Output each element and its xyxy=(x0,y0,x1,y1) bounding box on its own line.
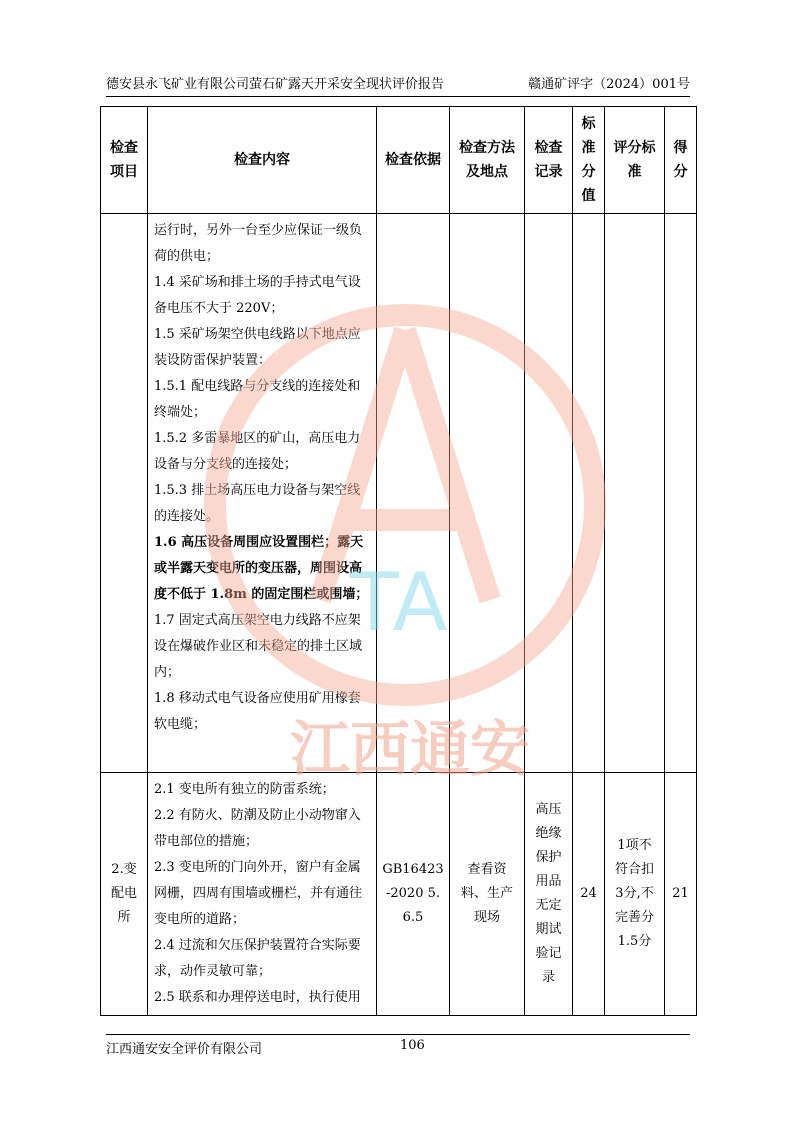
row1-score xyxy=(665,214,697,773)
row1-method xyxy=(450,214,525,773)
row1-content xyxy=(148,214,377,773)
row1-item xyxy=(101,214,148,773)
row2-method: 查看资料、生产现场 xyxy=(450,773,525,1016)
content-line: 运行时，另外一台至少应保证一级负荷的供电； xyxy=(154,223,363,264)
content-line: 2.5 联系和办理停送电时，执行使用 xyxy=(154,990,361,1005)
content-line: 2.3 变电所的门向外开，窗户有金属网栅，四周有围墙或栅栏，并有通往变电所的道路； xyxy=(154,860,363,927)
report-title: 德安县永飞矿业有限公司萤石矿露天开采安全现状评价报告 xyxy=(106,77,445,92)
header-score: 得分 xyxy=(665,107,697,214)
inspection-table xyxy=(100,106,697,1016)
row2-criteria: 1项不符合扣3分,不完善分1.5分 xyxy=(605,773,665,1016)
row2-item: 2.变配电所 xyxy=(101,773,148,1016)
header-record: 检查记录 xyxy=(525,107,573,214)
row1-standard xyxy=(573,214,605,773)
content-line: 1.6 高压设备周围应设置围栏；露天或半露天变电所的变压器，周围设高度不低于 1.8m 的固定围栏或围墙； xyxy=(154,535,369,602)
table-row xyxy=(101,773,697,1016)
header-basis: 检查依据 xyxy=(377,107,450,214)
report-number: 赣通矿评字（2024）001号 xyxy=(528,77,690,92)
content-line: 1.7 固定式高压架空电力线路不应架设在爆破作业区和未稳定的排土区域内； xyxy=(154,613,363,680)
content-line: 1.4 采矿场和排土场的手持式电气设备电压不大于 220V； xyxy=(154,275,361,316)
footer-company: 江西通安安全评价有限公司 xyxy=(106,1042,263,1057)
content-line: 1.5.3 排土场高压电力设备与架空线的连接处。 xyxy=(154,483,361,524)
row2-score: 21 xyxy=(665,773,697,1016)
row2-standard: 24 xyxy=(573,773,605,1016)
table-header-row xyxy=(101,107,697,214)
row2-record: 高压绝缘保护用品无定期试验记录 xyxy=(525,773,573,1016)
row2-content xyxy=(148,773,377,1016)
header-item: 检查项目 xyxy=(101,107,148,214)
content-line: 2.2 有防火、防潮及防止小动物窜入带电部位的措施； xyxy=(154,808,361,849)
seal-text-red: 江西通安 xyxy=(290,715,530,785)
content-line: 1.5.2 多雷暴地区的矿山，高压电力设备与分支线的连接处； xyxy=(154,431,361,472)
page-number: 106 xyxy=(400,1038,425,1053)
row1-criteria xyxy=(605,214,665,773)
content-line: 1.5 采矿场架空供电线路以下地点应装设防雷保护装置： xyxy=(154,327,361,368)
row1-basis xyxy=(377,214,450,773)
header-criteria: 评分标准 xyxy=(605,107,665,214)
content-line: 1.5.1 配电线路与分支线的连接处和终端处； xyxy=(154,379,361,420)
content-line: 1.8 移动式电气设备应使用矿用橡套软电缆； xyxy=(154,691,361,732)
table-row xyxy=(101,214,697,773)
seal-letters: TA xyxy=(350,556,448,649)
header-standard: 标准分值 xyxy=(573,107,605,214)
page-header xyxy=(106,76,690,97)
content-line: 2.4 过流和欠压保护装置符合实际要求，动作灵敏可靠； xyxy=(154,938,361,979)
header-content: 检查内容 xyxy=(148,107,377,214)
footer-rule xyxy=(106,1034,690,1035)
row1-record xyxy=(525,214,573,773)
header-method: 检查方法及地点 xyxy=(450,107,525,214)
content-line: 2.1 变电所有独立的防雷系统； xyxy=(154,782,335,797)
row2-basis: GB16423-2020 5.6.5 xyxy=(377,773,450,1016)
